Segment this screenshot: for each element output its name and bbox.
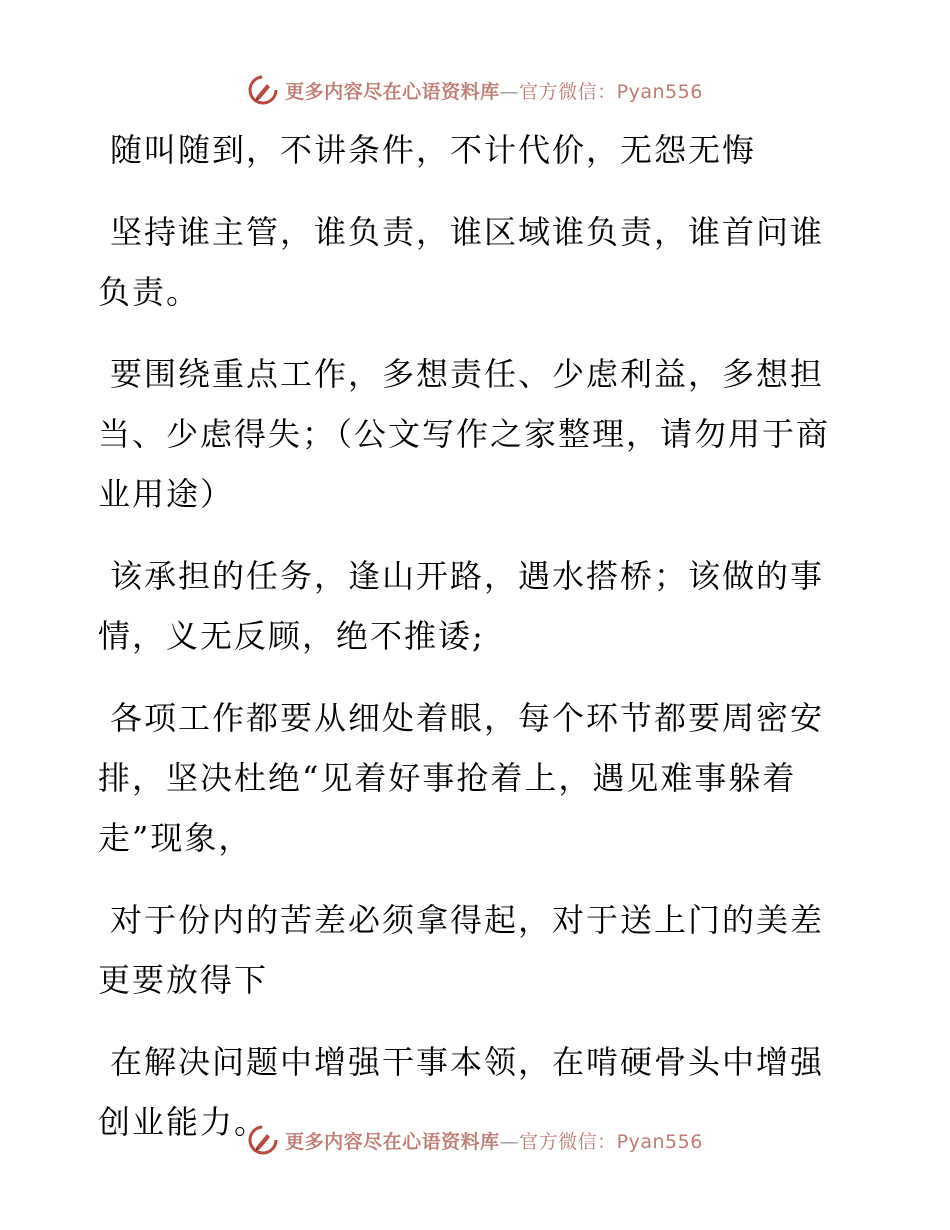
watermark-content [247,1124,703,1156]
pen-swirl-logo-icon [247,74,279,106]
footer-watermark [0,1120,950,1160]
paragraph-2: 坚持谁主管，谁负责，谁区域谁负责，谁首问谁负责。 [98,213,825,311]
watermark-separator: — [499,1130,520,1153]
paragraph-4: 该承担的任务，逢山开路，遇水搭桥；该做的事情，义无反顾，绝不推诿; [98,557,825,655]
watermark-contact-text: 官方微信：Pyan556 [519,1130,703,1153]
paragraph-5: 各项工作都要从细处着眼，每个环节都要周密安排，坚决杜绝“见着好事抢着上，遇见难事躲着走”现象， [98,699,825,857]
watermark-separator: — [499,80,520,103]
watermark-main-text: 更多内容尽在心语资料库 [285,1130,500,1153]
pen-swirl-logo-icon [247,1124,279,1156]
watermark-text [285,1127,703,1154]
paragraph-7: 在解决问题中增强干事本领，在啃硬骨头中增强创业能力。 [98,1043,825,1141]
paragraph-3: 要围绕重点工作，多想责任、少虑利益，多想担当、少虑得失；（公文写作之家整理，请勿用于商业用途） [98,355,831,513]
paragraph-6: 对于份内的苦差必须拿得起，对于送上门的美差更要放得下 [98,901,825,999]
watermark-text [285,77,703,104]
watermark-main-text: 更多内容尽在心语资料库 [285,80,500,103]
watermark-content [247,74,703,106]
document-body [98,120,838,1174]
watermark-contact-text: 官方微信：Pyan556 [519,80,703,103]
paragraph-1: 随叫随到，不讲条件，不计代价，无怨无悔 [110,131,757,169]
header-watermark [0,70,950,110]
